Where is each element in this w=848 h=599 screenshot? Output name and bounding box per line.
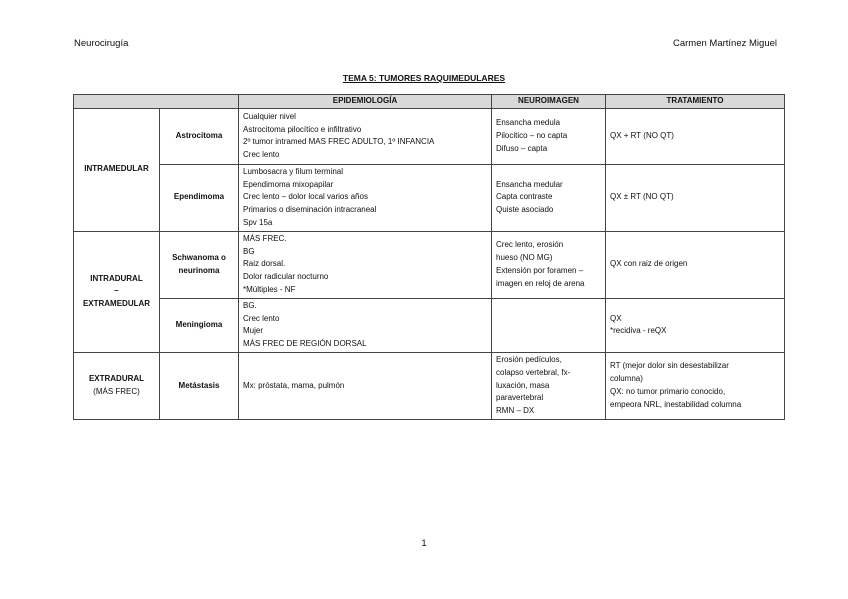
group-intradural-extramedular: INTRADURAL – EXTRAMEDULAR — [74, 231, 160, 352]
tumor-name-ependimoma: Ependimoma — [160, 164, 239, 231]
epidemiologia-cell: Cualquier nivel Astrocitoma pilocítico e infiltrativo 2º tumor intramed MAS FREC ADULTO, 1º INFANCIA Crec lento — [239, 108, 492, 164]
table-row — [74, 164, 785, 231]
page-number: 1 — [421, 538, 427, 549]
tratamiento-cell: QX con raiz de origen — [606, 231, 785, 298]
group-extradural: EXTRADURAL (MÁS FREC) — [74, 352, 160, 419]
col-header-epidemiologia: EPIDEMIOLOGÍA — [239, 95, 492, 109]
tratamiento-cell: QX *recidiva - reQX — [606, 298, 785, 352]
epidemiologia-cell: Mx: próstata, mama, pulmón — [239, 352, 492, 419]
neuroimagen-cell: Erosión pedículos, colapso vertebral, fx- luxación, masa paravertebral RMN – DX — [492, 352, 606, 419]
header-empty-cell — [74, 95, 239, 109]
tumor-name-schwanoma: Schwanoma o neurinoma — [160, 231, 239, 298]
epidemiologia-cell: MÁS FREC. BG Raiz dorsal. Dolor radicular nocturno *Múltiples - NF — [239, 231, 492, 298]
tratamiento-cell: QX ± RT (NO QT) — [606, 164, 785, 231]
tumor-name-meningioma: Meningioma — [160, 298, 239, 352]
col-header-tratamiento: TRATAMIENTO — [606, 95, 785, 109]
tratamiento-cell: RT (mejor dolor sin desestabilizar columna) QX: no tumor primario conocido, empeora NRL, inestabilidad columna — [606, 352, 785, 419]
table-row — [74, 352, 785, 419]
neuroimagen-cell: Ensancha medular Capta contraste Quiste asociado — [492, 164, 606, 231]
col-header-neuroimagen: NEUROIMAGEN — [492, 95, 606, 109]
group-intramedular: INTRAMEDULAR — [74, 108, 160, 231]
neuroimagen-cell: Ensancha medula Pilocitico – no capta Difuso – capta — [492, 108, 606, 164]
tratamiento-cell: QX + RT (NO QT) — [606, 108, 785, 164]
tumor-name-astrocitoma: Astrocitoma — [160, 108, 239, 164]
table-row — [74, 108, 785, 164]
neuroimagen-cell-empty — [492, 298, 606, 352]
table-row — [74, 231, 785, 298]
header-author: Carmen Martínez Miguel — [672, 38, 777, 49]
epidemiologia-cell: Lumbosacra y filum terminal Ependimoma mixopapilar Crec lento – dolor local varios años Primarios o diseminación intracraneal Spv 15a — [239, 164, 492, 231]
tumor-table — [73, 94, 785, 420]
header-subject: Neurocirugía — [74, 38, 129, 49]
neuroimagen-cell: Crec lento, erosión hueso (NO MG) Extensión por foramen – imagen en reloj de arena — [492, 231, 606, 298]
tumor-name-metastasis: Metástasis — [160, 352, 239, 419]
epidemiologia-cell: BG. Crec lento Mujer MÁS FREC DE REGIÓN DORSAL — [239, 298, 492, 352]
document-title: TEMA 5: TUMORES RAQUIMEDULARES — [342, 73, 506, 83]
table-header-row — [74, 95, 785, 109]
table-row — [74, 298, 785, 352]
